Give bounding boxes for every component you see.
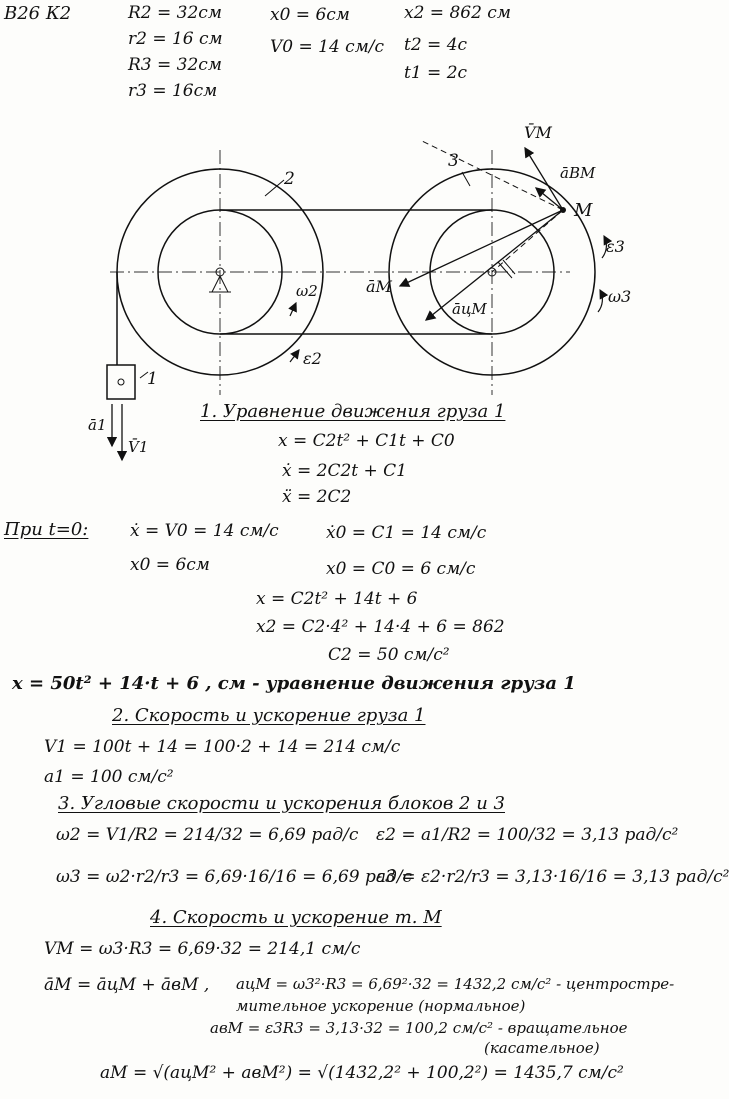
s4-am-sum: āM = āцM + āвM , <box>44 975 210 995</box>
given-t2: t2 = 4с <box>404 35 468 55</box>
given-r3-big: R3 = 32см <box>128 55 222 75</box>
w2-arrow <box>290 303 296 316</box>
s1-when-t0: При t=0: <box>4 519 89 540</box>
s4-am-total: aM = √(aцM² + aвM²) = √(1432,2² + 100,2²) = 1435,7 см/с² <box>100 1063 624 1083</box>
label-am: āM <box>366 277 392 296</box>
label-vm: V̄M <box>524 123 552 142</box>
section3-heading: 3. Угловые скорости и ускорения блоков 2 и 3 <box>58 793 505 814</box>
given-r2-big: R2 = 32см <box>128 3 222 23</box>
s3-e3: ε3 = ε2·r2/r3 = 3,13·16/16 = 3,13 рад/с² <box>376 867 729 887</box>
label-3-leader <box>462 172 470 186</box>
given-x0: x0 = 6см <box>270 5 350 25</box>
s4-am-rotational: aвM = ε3R3 = 3,13·32 = 100,2 см/с² - вращательное <box>210 1019 628 1037</box>
label-amc: āцM <box>452 300 487 318</box>
section4-heading: 4. Скорость и ускорение т. М <box>150 907 442 928</box>
s1-result: x = 50t² + 14·t + 6 , см - уравнение движения груза 1 <box>12 673 576 694</box>
s1-eq4: x = C2t² + 14t + 6 <box>256 589 418 609</box>
s4-am-centripetal: aцM = ω3²·R3 = 6,69²·32 = 1432,2 см/с² - центростре- <box>236 975 675 993</box>
e2-arrow <box>290 350 299 362</box>
given-x2: x2 = 862 см <box>404 3 511 23</box>
label-e2: ε2 <box>303 349 322 368</box>
s3-w3: ω3 = ω2·r2/r3 = 6,69·16/16 = 6,69 рад/с <box>56 867 413 887</box>
label-v1: V̄1 <box>128 438 149 456</box>
given-r2-small: r2 = 16 см <box>128 29 223 49</box>
w3-arrow <box>598 290 602 312</box>
s2-v1: V1 = 100t + 14 = 100·2 + 14 = 214 см/с <box>44 737 401 757</box>
label-a1: ā1 <box>88 416 107 434</box>
section1-heading: 1. Уравнение движения груза 1 <box>200 401 506 422</box>
s4-am-rotational-note: (касательное) <box>484 1039 600 1057</box>
s1-eq5: x2 = C2·4² + 14·4 + 6 = 862 <box>256 617 505 637</box>
am-vector <box>400 210 563 286</box>
s1-eq2: ẋ = 2C2t + C1 <box>282 461 407 481</box>
section2-heading: 2. Скорость и ускорение груза 1 <box>112 705 426 726</box>
s1-eq3: ẍ = 2C2 <box>282 487 352 507</box>
given-r3-small: r3 = 16см <box>128 81 218 101</box>
s1-cond1: ẋ = V0 = 14 см/с <box>130 521 279 541</box>
s3-e2: ε2 = a1/R2 = 100/32 = 3,13 рад/с² <box>376 825 679 845</box>
label-m: M <box>574 200 593 221</box>
s1-cond2: ẋ0 = C1 = 14 см/с <box>326 523 487 543</box>
s1-cond4: x0 = C0 = 6 см/с <box>326 559 476 579</box>
given-t1: t1 = 2с <box>404 63 468 83</box>
label-2-leader <box>265 180 284 196</box>
s4-am-centripetal-note: мительное ускорение (нормальное) <box>236 997 526 1015</box>
s4-vm: VM = ω3·R3 = 6,69·32 = 214,1 см/с <box>44 939 361 959</box>
label-w3: ω3 <box>608 287 632 306</box>
weight-1 <box>107 365 135 399</box>
s3-w2: ω2 = V1/R2 = 214/32 = 6,69 рад/с <box>56 825 359 845</box>
given-v0: V0 = 14 см/с <box>270 37 385 57</box>
s1-cond3: x0 = 6см <box>130 555 210 575</box>
label-amb: āBM <box>560 164 596 182</box>
s1-eq1: x = C2t² + C1t + C0 <box>278 431 455 451</box>
point-m <box>560 207 566 213</box>
s2-a1: a1 = 100 см/с² <box>44 767 174 787</box>
label-weight-1: 1 <box>147 369 158 389</box>
s1-eq6: C2 = 50 см/с² <box>328 645 450 665</box>
mechanism-diagram <box>0 0 650 470</box>
label-w2: ω2 <box>296 282 318 300</box>
label-block-2: 2 <box>284 169 295 189</box>
variant-label: В26 К2 <box>4 3 72 24</box>
m-radius-line <box>492 210 563 272</box>
label-block-3: 3 <box>448 151 459 171</box>
label-e3: ε3 <box>606 237 625 256</box>
